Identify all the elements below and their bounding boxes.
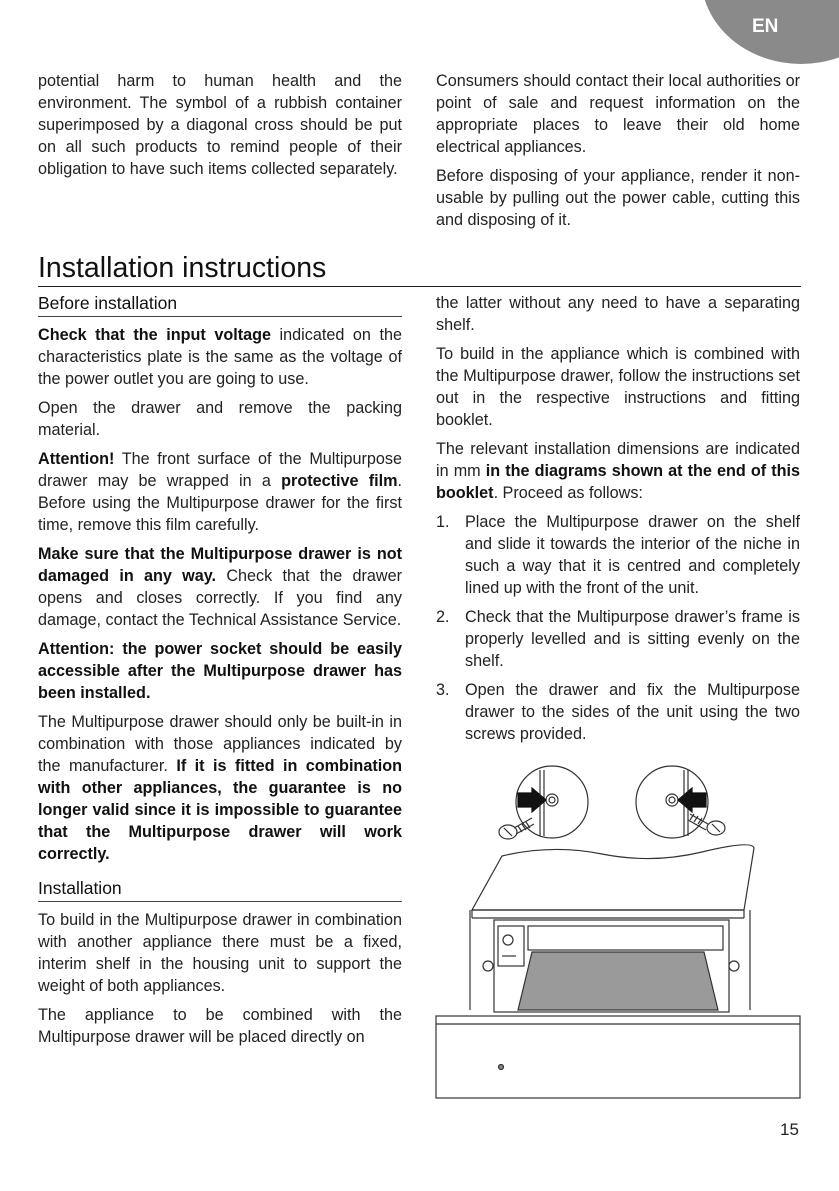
drawer-installation-illustration (432, 760, 804, 1105)
installation-title: Installation instructions (38, 250, 801, 287)
disposing-paragraph: Before disposing of your appliance, render it non-usable by pulling out the power cable, cutting this and disposing of it. (436, 167, 800, 229)
shelf-top (472, 845, 754, 910)
before-installation-heading: Before installation (38, 292, 402, 317)
build-in-paragraph: To build in the appliance which is combined with the Multipurpose drawer, follow the instructions set out in the respective instructions and fitting booklet. (436, 345, 800, 429)
voltage-paragraph: Check that the input voltage indicated on the characteristics plate is the same as the voltage of the power outlet you are going to use. (38, 326, 402, 388)
page-number: 15 (780, 1120, 799, 1139)
drawer-front (436, 1016, 800, 1098)
top-right-column (436, 70, 800, 238)
left-column (38, 292, 402, 1048)
language-badge-label: EN (752, 16, 779, 37)
separating-shelf-paragraph: the latter without any need to have a separating shelf. (436, 294, 800, 334)
socket-warning: Attention: the power socket should be easily accessible after the Multipurpose drawer has been installed. (38, 640, 402, 702)
installation-heading: Installation (38, 877, 402, 902)
step-item: 1. Place the Multipurpose drawer on the shelf and slide it towards the interior of the niche in such a way that it is centred and completely lined up with the front of the unit. (436, 513, 800, 597)
damage-paragraph: Make sure that the Multipurpose drawer is not damaged in any way. Check that the drawer opens and closes correctly. If you find any damage, contact the Technical Assistance Service. (38, 545, 402, 629)
dimensions-paragraph: The relevant installation dimensions are indicated in mm in the diagrams shown at the end of this booklet. Proceed as follows: (436, 440, 801, 502)
right-column (436, 292, 800, 752)
disposal-paragraph: potential harm to human health and the environment. The symbol of a rubbish container superimposed by a diagonal cross should be put on all such products to remind people of their obligation to have such items collected separately. (38, 72, 402, 178)
consumers-paragraph: Consumers should contact their local authorities or point of sale and request information on the appropriate places to leave their old home electrical appliances. (436, 72, 800, 156)
installation-steps (436, 511, 800, 745)
built-in-paragraph: The Multipurpose drawer should only be built-in in combination with those appliances indicated by the manufacturer. If it is fitted in combination with other appliances, the guarantee is no longer valid since it is impossible to guarantee that the Multipurpose drawer will work correctly. (38, 713, 402, 863)
top-left-column (38, 70, 402, 187)
step-item: 2. Check that the Multipurpose drawer’s frame is properly levelled and is sitting evenly on the shelf. (436, 608, 800, 670)
drawer-glass-plate (518, 952, 718, 1010)
film-paragraph: Attention! The front surface of the Multipurpose drawer may be wrapped in a protective film. Before using the Multipurpose drawer for the first time, remove this film carefully. (38, 450, 402, 534)
step-item: 3. Open the drawer and fix the Multipurpose drawer to the sides of the unit using the two screws provided. (436, 681, 800, 743)
combined-appliance-paragraph: The appliance to be combined with the Multipurpose drawer will be placed directly on (38, 1006, 402, 1046)
interim-shelf-paragraph: To build in the Multipurpose drawer in combination with another appliance there must be a fixed, interim shelf in the housing unit to support the weight of both appliances. (38, 911, 402, 995)
packing-paragraph: Open the drawer and remove the packing material. (38, 399, 402, 439)
control-panel (498, 926, 524, 966)
